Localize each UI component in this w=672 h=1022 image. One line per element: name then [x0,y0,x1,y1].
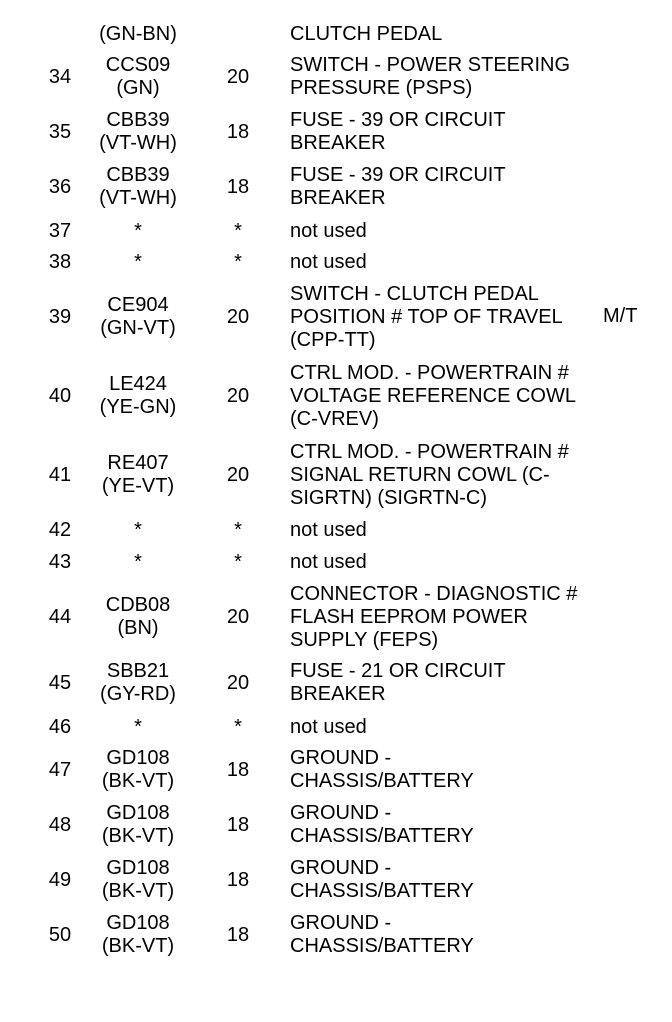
wire-gauge [208,22,268,47]
wire-code: SBB21 (GY-RD) [100,660,176,705]
wire-code: CDB08 (BN) [105,594,171,639]
wire-code: LE424 (YE-GN) [99,373,177,418]
pin-number: 35 [48,120,72,143]
wire-gauge: 20 [226,463,250,486]
pin-number: 46 [48,716,72,738]
pin-number: 41 [48,463,72,486]
circuit-function: SWITCH - CLUTCH PEDAL POSITION # TOP OF TRAVEL (CPP-TT) [290,282,563,351]
table-row [0,54,672,100]
wire-code: * [134,716,142,738]
circuit-function: CTRL MOD. - POWERTRAIN # VOLTAGE REFERENCE COWL (C-VREV) [290,361,576,430]
wire-gauge: 20 [226,305,250,328]
circuit-function: not used [290,716,367,738]
wire-gauge: * [234,716,242,738]
wire-gauge: 18 [226,868,250,891]
wire-gauge: 18 [226,120,250,143]
table-row [0,747,672,793]
circuit-function: GROUND - CHASSIS/BATTERY [290,747,474,792]
circuit-function: GROUND - CHASSIS/BATTERY [290,802,474,847]
pin-number: 44 [48,605,72,628]
wire-gauge: 20 [226,671,250,694]
table-row [0,282,672,352]
wire-gauge: 20 [226,65,250,88]
table-row [0,219,672,244]
wire-code: GD108 (BK-VT) [101,747,175,792]
pin-number: 40 [48,384,72,407]
transmission-note: M/T [603,305,638,327]
wire-code: CCS09 (GN) [105,54,171,99]
wire-gauge: 18 [226,923,250,946]
wire-gauge: * [234,519,242,541]
wire-code: GD108 (BK-VT) [101,802,175,847]
table-row [0,715,672,740]
table-row [0,912,672,958]
wire-code: * [134,251,142,273]
pin-number: 34 [48,65,72,88]
pin-number: 47 [48,758,72,781]
table-row [0,582,672,652]
wire-code: CE904 (GN-VT) [100,294,176,339]
table-row [0,857,672,903]
wire-gauge: * [234,220,242,242]
pin-number: 42 [48,519,72,541]
circuit-function: GROUND - CHASSIS/BATTERY [290,912,474,957]
table-row [0,660,672,706]
wire-code: CBB39 (VT-WH) [99,164,177,209]
circuit-function: SWITCH - POWER STEERING PRESSURE (PSPS) [290,54,570,99]
circuit-function: not used [290,251,367,273]
pin-number: 50 [48,923,72,946]
wire-gauge: 20 [226,605,250,628]
wire-gauge: * [234,251,242,273]
table-row [0,802,672,848]
circuit-function: CTRL MOD. - POWERTRAIN # SIGNAL RETURN COWL (C- SIGRTN) (SIGRTN-C) [290,440,569,509]
pin-number: 36 [48,175,72,198]
pin-number: 38 [48,251,72,273]
circuit-function: FUSE - 39 OR CIRCUIT BREAKER [290,109,506,154]
circuit-function: FUSE - 39 OR CIRCUIT BREAKER [290,164,506,209]
circuit-function: not used [290,551,367,573]
circuit-function: GROUND - CHASSIS/BATTERY [290,857,474,902]
wire-code: * [134,519,142,541]
wire-code: CBB39 (VT-WH) [99,109,177,154]
wire-gauge: 18 [226,758,250,781]
wire-gauge: * [234,551,242,573]
wire-gauge: 20 [226,384,250,407]
table-row [0,109,672,155]
table-row [0,361,672,431]
table-row [0,22,672,47]
wire-gauge: 18 [226,175,250,198]
table-row [0,250,672,275]
pin-number: 39 [48,305,72,328]
wire-gauge: 18 [226,813,250,836]
wire-code: GD108 (BK-VT) [101,912,175,957]
table-row [0,440,672,510]
pin-number: 37 [48,220,72,242]
table-row [0,550,672,575]
pin-number: 49 [48,868,72,891]
pin-number [30,22,90,47]
wire-code: * [134,551,142,573]
circuit-function: CONNECTOR - DIAGNOSTIC # FLASH EEPROM POWER SUPPLY (FEPS) [290,582,578,651]
circuit-function: not used [290,519,367,541]
circuit-function: not used [290,220,367,242]
table-row [0,518,672,543]
wire-code: GD108 (BK-VT) [101,857,175,902]
pin-number: 45 [48,671,72,694]
pin-number: 48 [48,813,72,836]
circuit-function: CLUTCH PEDAL [290,23,443,45]
pin-number: 43 [48,551,72,573]
circuit-function: FUSE - 21 OR CIRCUIT BREAKER [290,660,506,705]
wire-code: (GN-BN) [99,23,177,45]
wire-code: RE407 (YE-VT) [101,452,175,497]
wire-code: * [134,220,142,242]
table-row [0,164,672,210]
